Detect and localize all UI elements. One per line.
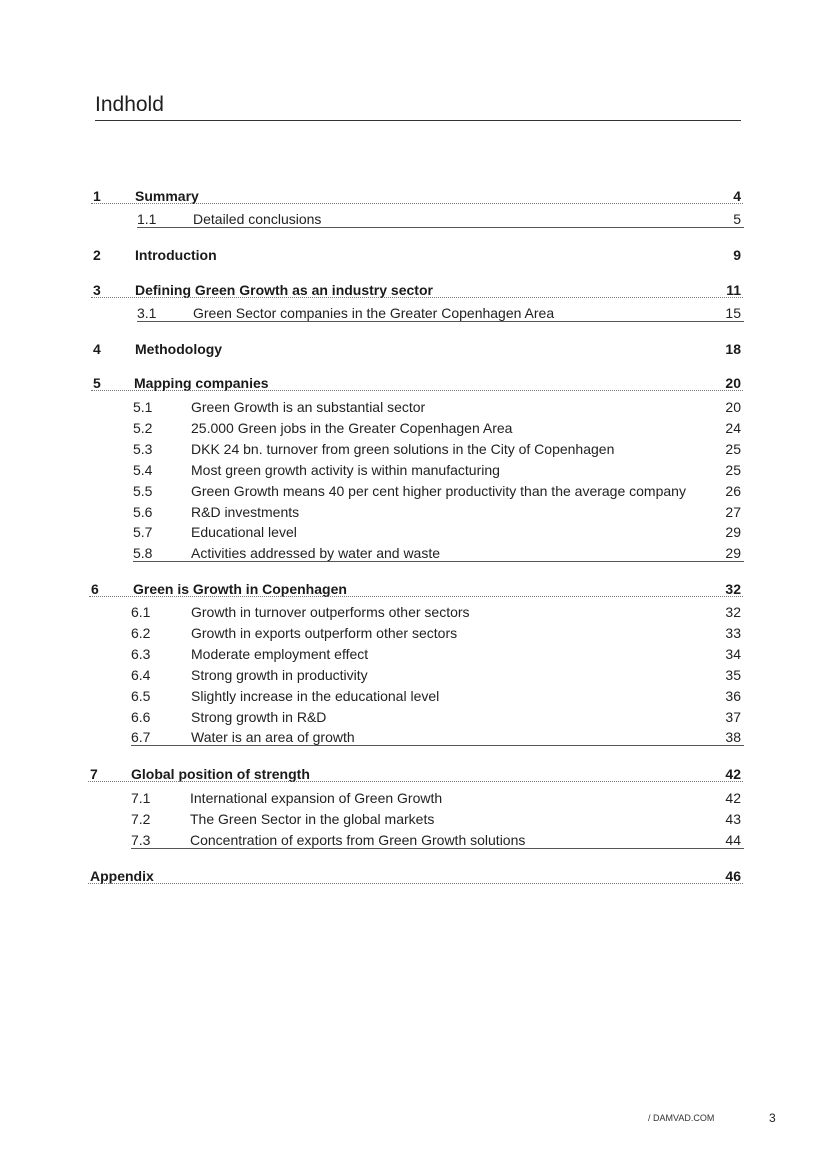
chapter-title: Methodology: [135, 341, 223, 357]
chapter-underline: [88, 781, 743, 782]
chapter-number: 4: [93, 341, 101, 357]
chapter-page: 11: [726, 282, 741, 298]
section-row[interactable]: [133, 522, 741, 542]
section-number: 6.1: [131, 604, 151, 620]
section-page: 29: [725, 524, 741, 541]
chapter-title: Introduction: [135, 247, 217, 263]
section-block-underline: [133, 561, 744, 562]
section-page: 43: [725, 810, 741, 827]
section-number: 5.5: [133, 482, 153, 499]
chapter-underline: [91, 203, 743, 204]
chapter-row[interactable]: [93, 339, 741, 359]
section-number: 6.2: [131, 624, 151, 641]
section-title: 25.000 Green jobs in the Greater Copenhagen Area: [191, 419, 513, 436]
section-page: 42: [725, 790, 741, 806]
chapter-page: 4: [733, 188, 741, 204]
section-page: 29: [725, 545, 741, 562]
section-row[interactable]: [137, 303, 741, 323]
section-page: 24: [725, 419, 741, 436]
chapter-number: 1: [93, 188, 101, 204]
chapter-number: 7: [90, 766, 98, 782]
section-row[interactable]: [131, 686, 741, 706]
section-row[interactable]: [131, 623, 741, 643]
section-page: 34: [725, 645, 741, 662]
section-number: 6.4: [131, 666, 151, 683]
section-title: Detailed conclusions: [193, 211, 322, 227]
section-number: 1.1: [137, 211, 157, 227]
section-title: Water is an area of growth: [191, 729, 355, 746]
section-page: 32: [725, 604, 741, 620]
section-title: Growth in turnover outperforms other sectors: [191, 604, 470, 620]
section-title: Most green growth activity is within manufacturing: [191, 461, 500, 478]
section-block-underline: [137, 321, 744, 322]
section-row[interactable]: [131, 788, 741, 808]
section-row[interactable]: [133, 481, 741, 501]
section-row[interactable]: [133, 418, 741, 438]
section-page: 36: [725, 687, 741, 704]
section-number: 6.3: [131, 645, 151, 662]
page-title: Indhold: [95, 93, 164, 116]
section-row[interactable]: [131, 602, 741, 622]
chapter-underline: [91, 297, 743, 298]
section-row[interactable]: [131, 707, 741, 727]
section-number: 5.2: [133, 419, 153, 436]
section-page: 44: [725, 831, 741, 848]
section-page: 26: [725, 482, 741, 499]
section-number: 6.7: [131, 729, 151, 746]
section-title: International expansion of Green Growth: [190, 790, 443, 806]
section-block-underline: [131, 848, 744, 849]
appendix-underline: [88, 883, 743, 884]
section-number: 3.1: [137, 305, 157, 321]
chapter-page: 20: [725, 375, 741, 391]
section-row[interactable]: [131, 644, 741, 664]
chapter-number: 2: [93, 247, 101, 263]
section-row[interactable]: [131, 809, 741, 829]
section-title: Moderate employment effect: [191, 645, 369, 662]
section-number: 5.6: [133, 503, 153, 520]
section-number: 7.1: [131, 790, 151, 806]
section-page: 15: [725, 305, 741, 321]
section-row[interactable]: [133, 460, 741, 480]
section-title: DKK 24 bn. turnover from green solutions in the City of Copenhagen: [191, 440, 615, 457]
chapter-number: 5: [93, 375, 101, 391]
section-title: Activities addressed by water and waste: [191, 545, 441, 562]
section-number: 6.5: [131, 687, 151, 704]
section-number: 5.7: [133, 524, 153, 541]
section-title: R&D investments: [191, 503, 300, 520]
section-title: Educational level: [191, 524, 297, 541]
section-row[interactable]: [133, 502, 741, 522]
section-number: 5.1: [133, 399, 153, 415]
chapter-number: 6: [91, 581, 99, 597]
section-page: 25: [725, 461, 741, 478]
chapter-title: Green is Growth in Copenhagen: [133, 581, 347, 597]
chapter-title: Global position of strength: [131, 766, 310, 782]
section-page: 37: [725, 708, 741, 725]
section-number: 6.6: [131, 708, 151, 725]
section-number: 5.8: [133, 545, 153, 562]
section-page: 33: [725, 624, 741, 641]
section-title: Green Sector companies in the Greater Copenhagen Area: [193, 305, 555, 321]
section-page: 25: [725, 440, 741, 457]
section-number: 7.2: [131, 810, 151, 827]
section-page: 35: [725, 666, 741, 683]
section-page: 20: [725, 399, 741, 415]
section-block-underline: [131, 745, 744, 746]
section-row[interactable]: [133, 439, 741, 459]
section-title: Growth in exports outperform other sectors: [191, 624, 458, 641]
section-title: The Green Sector in the global markets: [190, 810, 435, 827]
chapter-underline: [91, 390, 743, 391]
chapter-number: 3: [93, 282, 101, 298]
chapter-title: Mapping companies: [134, 375, 269, 391]
section-block-underline: [137, 227, 744, 228]
chapter-page: 32: [725, 581, 741, 597]
chapter-row[interactable]: [93, 245, 741, 265]
chapter-title: Appendix: [90, 868, 154, 884]
chapter-page: 9: [733, 247, 741, 263]
section-row[interactable]: [137, 209, 741, 229]
section-number: 5.4: [133, 461, 153, 478]
section-row[interactable]: [131, 727, 741, 747]
section-title: Concentration of exports from Green Growth solutions: [190, 831, 526, 848]
chapter-underline: [89, 596, 743, 597]
section-title: Strong growth in productivity: [191, 666, 368, 683]
section-title: Green Growth is an substantial sector: [191, 399, 426, 415]
section-number: 7.3: [131, 831, 151, 848]
chapter-page: 18: [725, 341, 741, 357]
section-title: Slightly increase in the educational level: [191, 687, 440, 704]
section-page: 5: [733, 211, 741, 227]
footer-website: / DAMVAD.COM: [648, 1113, 715, 1123]
section-row[interactable]: [133, 397, 741, 417]
section-page: 38: [725, 729, 741, 746]
section-title: Green Growth means 40 per cent higher productivity than the average company: [191, 482, 686, 499]
chapter-page: 46: [725, 868, 741, 884]
section-row[interactable]: [131, 830, 741, 850]
chapter-title: Defining Green Growth as an industry sector: [135, 282, 433, 298]
section-title: Strong growth in R&D: [191, 708, 327, 725]
section-row[interactable]: [131, 665, 741, 685]
chapter-page: 42: [725, 766, 741, 782]
section-number: 5.3: [133, 440, 153, 457]
chapter-title: Summary: [135, 188, 199, 204]
section-row[interactable]: [133, 543, 741, 563]
footer-page-number: 3: [769, 1111, 776, 1125]
section-page: 27: [725, 503, 741, 520]
